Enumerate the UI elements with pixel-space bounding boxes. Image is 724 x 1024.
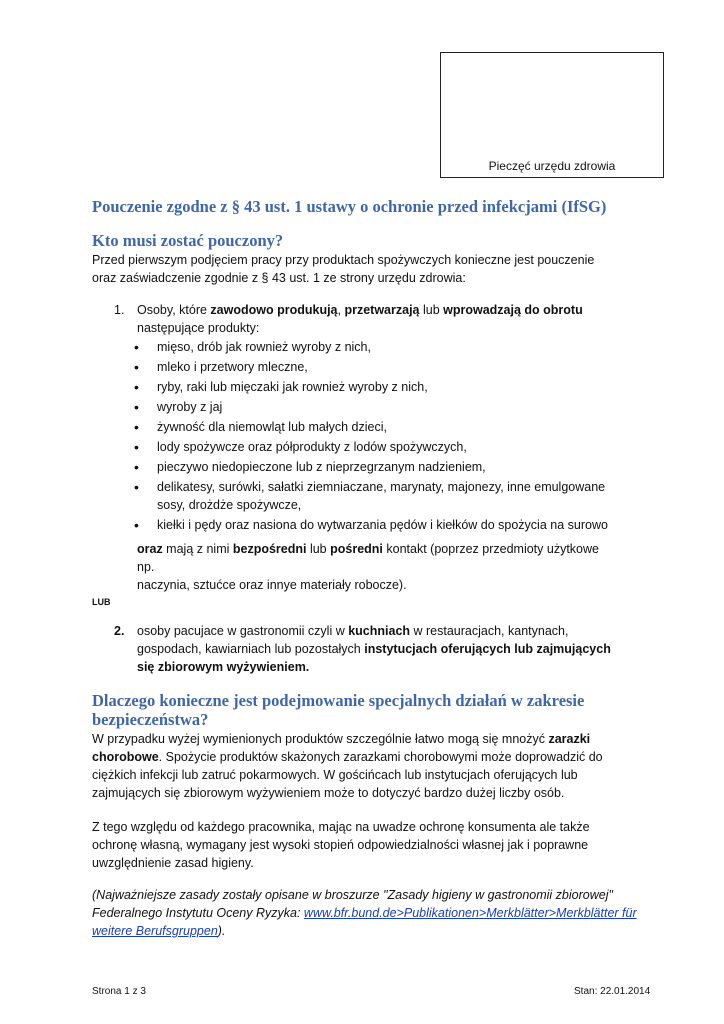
text-fragment: ). (217, 924, 226, 938)
product-item: • mleko i przetwory mleczne, (130, 358, 610, 376)
bold-fragment: instytucjach oferujących lub zajmujących (364, 642, 611, 656)
product-item: • mięso, drób jak rownież wyroby z nich, (130, 338, 610, 356)
bold-fragment: pośredni (330, 542, 383, 556)
stamp-box (440, 52, 664, 178)
text-fragment: w restauracjach, kantynach, (410, 624, 569, 638)
footer-page-number: Strona 1 z 3 (92, 986, 146, 997)
text-fragment: . Spożycie produktów skażonych zarazkami chorobowymi może doprowadzić do ciężkich infekcji lub zatruć pokarmowych. W gościńcach lub instytucjach oferujących lub zajmujących się zbiorowym wyżywieniem może to dotyczyć bardzo dużej liczby osób. (92, 750, 603, 800)
brochure-note (92, 886, 652, 940)
list-number-1: 1. (114, 303, 125, 317)
stamp-label: Pieczęć urzędu zdrowia (488, 159, 616, 173)
section-heading-why: Dlaczego konieczne jest podejmowanie specjalnych działań w zakresie bezpieczeństwa? (92, 691, 585, 729)
text-fragment: następujące produkty: (137, 321, 260, 335)
product-item: • wyroby z jaj (130, 398, 610, 416)
text-fragment: kontakt (poprzez przedmioty użytkowe np. (137, 542, 599, 574)
list-item-2-text (137, 622, 637, 676)
product-item: • lody spożywcze oraz półprodukty z lodów spożywczych, (130, 438, 610, 456)
text-fragment: (Najważniejsze zasady zostały opisane w broszurze "Zasady higieny w gastronomii zbiorowej" Federalnego Instytutu Oceny Ryzyka: (92, 888, 613, 920)
text-fragment: gospodach, kawiarniach lub pozostałych (137, 642, 365, 656)
product-item: • delikatesy, surówki, sałatki ziemniaczane, marynaty, majonezy, inne emulgowane sosy, drożdże spożywcze, (130, 478, 610, 514)
list-number-2: 2. (114, 624, 125, 638)
why-paragraph-2: Z tego względu od każdego pracownika, mając na uwadze ochronę konsumenta ale także ochronę własną, wymagany jest wysoki stopień odpowiedzialności własnej jak i poprawne uwzględnienie zasad higieny. (92, 820, 590, 870)
bold-fragment: bezpośredni (232, 542, 307, 556)
product-list (130, 338, 610, 534)
text-fragment: osoby pacujace w gastronomii czyli w (137, 624, 349, 638)
why-paragraph-1 (92, 730, 642, 802)
list-item-1-text (137, 301, 637, 337)
product-item: • żywność dla niemowląt lub małych dzieci, (130, 418, 610, 436)
text-fragment: W przypadku wyżej wymienionych produktów szczególnie łatwo mogą się mnożyć (92, 732, 549, 746)
text-fragment: lub (306, 542, 331, 556)
bold-fragment: przetwarzają (344, 303, 420, 317)
intro-paragraph (92, 251, 632, 287)
product-item: • ryby, raki lub mięczaki jak rownież wyroby z nich, (130, 378, 610, 396)
text-fragment: lub (419, 303, 444, 317)
text-fragment: mają z nimi (162, 542, 233, 556)
footer-date: Stan: 22.01.2014 (574, 986, 651, 997)
contact-paragraph (137, 540, 617, 594)
document-title: Pouczenie zgodne z § 43 ust. 1 ustawy o ochronie przed infekcjami (IfSG) (92, 197, 607, 216)
text-fragment: , (337, 303, 345, 317)
product-item: • pieczywo niedopieczone lub z nieprzegrzanym nadzieniem, (130, 458, 610, 476)
bold-fragment: się zbiorowym wyżywieniem. (137, 660, 310, 674)
or-label: LUB (92, 597, 111, 607)
bold-fragment: oraz (137, 542, 163, 556)
bfr-link[interactable]: www.bfr.bund.de>Publikationen>Merkblätter>Merkblätter für weitere Berufsgruppen (92, 906, 637, 938)
intro-line-1: Przed pierwszym podjęciem pracy przy produktach spożywczych konieczne jest pouczenie (92, 253, 595, 267)
bold-fragment: wprowadzają do obrotu (443, 303, 583, 317)
product-item: • kiełki i pędy oraz nasiona do wytwarzania pędów i kiełków do spożycia na surowo (130, 516, 610, 534)
bold-fragment: zarazki chorobowe (92, 732, 591, 764)
bold-fragment: zawodowo produkują (210, 303, 338, 317)
text-fragment: naczynia, sztućce oraz innye materiały robocze). (137, 578, 407, 592)
bold-fragment: kuchniach (348, 624, 411, 638)
intro-line-2: oraz zaświadczenie zgodnie z § 43 ust. 1 ze strony urzędu zdrowia: (92, 271, 466, 285)
text-fragment: Osoby, które (137, 303, 211, 317)
section-heading-who: Kto musi zostać pouczony? (92, 231, 284, 250)
